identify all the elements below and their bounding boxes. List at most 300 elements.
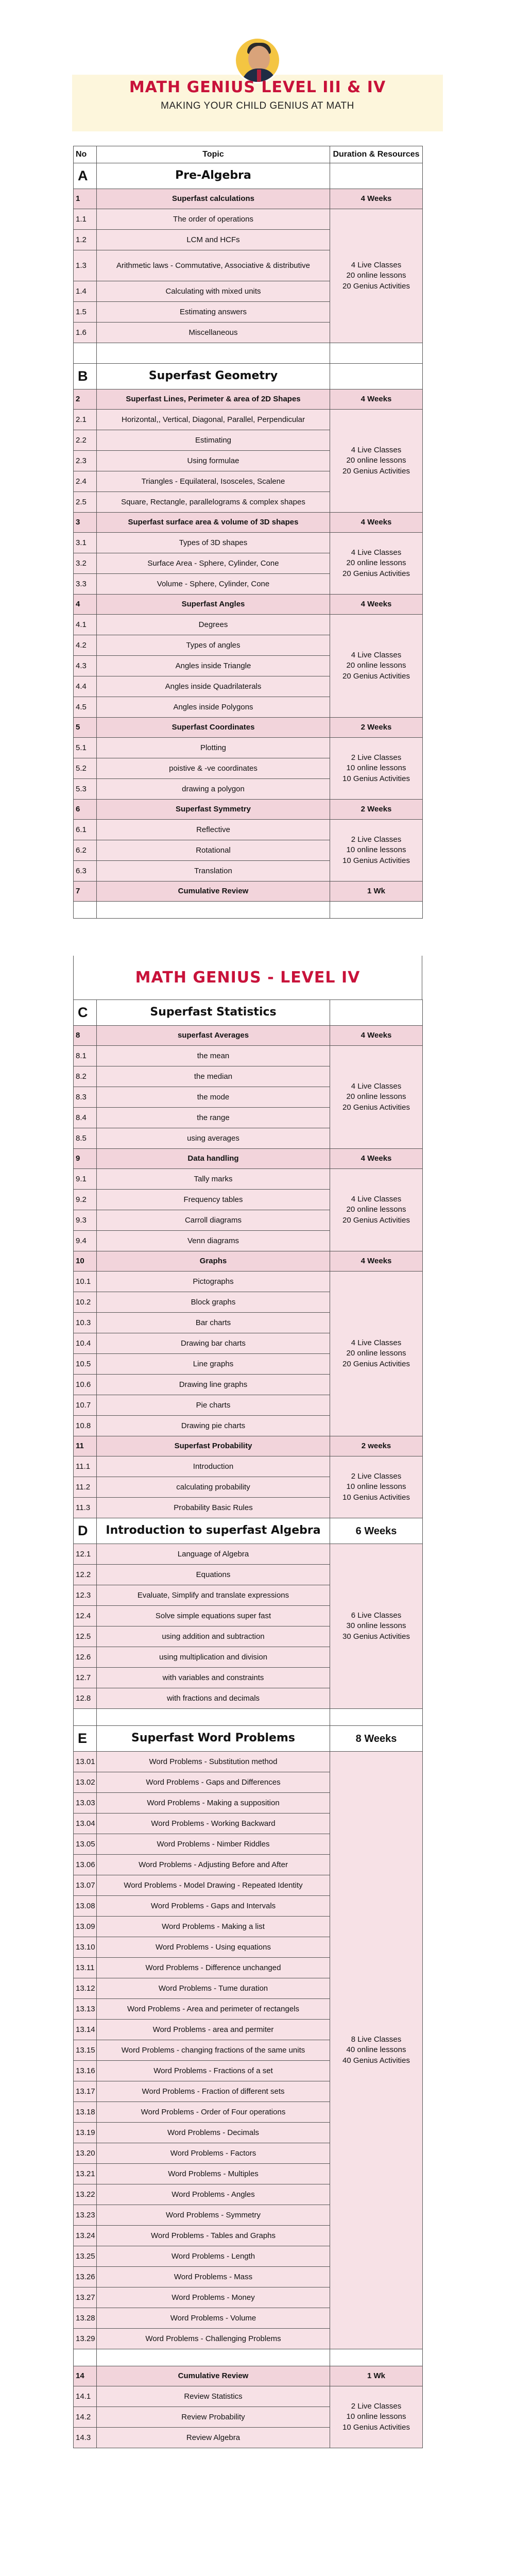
list-item xyxy=(74,615,423,635)
resource-line: 10 online lessons xyxy=(346,845,406,855)
resources-cell xyxy=(330,410,423,513)
item-number: 13.13 xyxy=(74,1999,97,2020)
topic-title: Superfast Angles xyxy=(97,595,330,615)
col-header-duration: Duration & Resources xyxy=(330,146,423,163)
item-number: 6.2 xyxy=(74,840,97,861)
item-topic: Square, Rectangle, parallelograms & complex shapes xyxy=(97,492,330,513)
topic-duration: 4 Weeks xyxy=(330,513,423,533)
item-number: 11.2 xyxy=(74,1477,97,1498)
item-topic: Review Algebra xyxy=(97,2428,330,2448)
section-letter: E xyxy=(74,1726,97,1752)
item-number: 12.8 xyxy=(74,1688,97,1709)
item-topic: Word Problems - Multiples xyxy=(97,2164,330,2184)
item-topic: Review Statistics xyxy=(97,2386,330,2407)
item-number: 13.10 xyxy=(74,1937,97,1958)
resource-line: 4 Live Classes xyxy=(351,1195,402,1204)
resource-line: 10 Genius Activities xyxy=(342,2422,410,2432)
resource-line: 30 Genius Activities xyxy=(342,1632,410,1641)
topic-title: Superfast surface area & volume of 3D shapes xyxy=(97,513,330,533)
item-topic: Word Problems - Money xyxy=(97,2287,330,2308)
item-topic: using addition and subtraction xyxy=(97,1626,330,1647)
item-topic: Word Problems - Tume duration xyxy=(97,1978,330,1999)
item-topic: Equations xyxy=(97,1565,330,1585)
spacer-cell xyxy=(97,902,330,919)
item-topic: calculating probability xyxy=(97,1477,330,1498)
item-number: 4.5 xyxy=(74,697,97,718)
resource-line: 20 online lessons xyxy=(346,1349,406,1358)
item-number: 12.3 xyxy=(74,1585,97,1606)
resource-line: 20 online lessons xyxy=(346,661,406,670)
item-topic: Word Problems - Gaps and Intervals xyxy=(97,1896,330,1917)
item-number: 12.4 xyxy=(74,1606,97,1626)
item-topic: Word Problems - Difference unchanged xyxy=(97,1958,330,1978)
spacer-cell xyxy=(330,2349,423,2366)
item-number: 9.2 xyxy=(74,1190,97,1210)
curriculum-table-level-3 xyxy=(73,146,423,919)
item-topic: Line graphs xyxy=(97,1354,330,1375)
resource-line: 2 Live Classes xyxy=(351,753,402,762)
item-number: 8.4 xyxy=(74,1108,97,1128)
spacer-cell xyxy=(97,1709,330,1726)
resource-line: 2 Live Classes xyxy=(351,1472,402,1481)
resource-line: 10 Genius Activities xyxy=(342,1493,410,1502)
level-4-heading: MATH GENIUS - LEVEL IV xyxy=(73,956,422,999)
section-title: Pre-Algebra xyxy=(97,163,330,189)
item-number: 14.3 xyxy=(74,2428,97,2448)
topic-number: 4 xyxy=(74,595,97,615)
item-number: 13.26 xyxy=(74,2267,97,2287)
item-topic: with fractions and decimals xyxy=(97,1688,330,1709)
resources-cell xyxy=(330,1752,423,2349)
item-number: 11.3 xyxy=(74,1498,97,1518)
item-number: 8.2 xyxy=(74,1066,97,1087)
item-topic: Word Problems - Adjusting Before and After xyxy=(97,1855,330,1875)
page-title: MATH GENIUS LEVEL III & IV xyxy=(129,78,386,96)
table-header-row xyxy=(74,146,423,163)
list-item xyxy=(74,1169,423,1190)
item-topic: Reflective xyxy=(97,820,330,840)
topic-number: 5 xyxy=(74,718,97,738)
item-number: 13.03 xyxy=(74,1793,97,1814)
item-topic: Word Problems - Length xyxy=(97,2246,330,2267)
section-duration xyxy=(330,1000,423,1026)
item-number: 13.04 xyxy=(74,1814,97,1834)
item-topic: Introduction xyxy=(97,1456,330,1477)
item-topic: Arithmetic laws - Commutative, Associative & distributive xyxy=(97,250,330,281)
topic-row xyxy=(74,1026,423,1046)
topic-duration: 2 Weeks xyxy=(330,800,423,820)
list-item xyxy=(74,1272,423,1292)
topic-number: 3 xyxy=(74,513,97,533)
resource-line: 4 Live Classes xyxy=(351,1082,402,1091)
item-number: 3.3 xyxy=(74,574,97,595)
spacer-cell xyxy=(97,2349,330,2366)
item-topic: Translation xyxy=(97,861,330,882)
item-topic: Using formulae xyxy=(97,451,330,471)
topic-duration: 2 weeks xyxy=(330,1436,423,1456)
item-topic: the range xyxy=(97,1108,330,1128)
item-number: 10.4 xyxy=(74,1333,97,1354)
resource-line: 20 Genius Activities xyxy=(342,569,410,578)
topic-number: 10 xyxy=(74,1251,97,1272)
section-letter: B xyxy=(74,364,97,389)
topic-number: 6 xyxy=(74,800,97,820)
spacer-cell xyxy=(74,1709,97,1726)
topic-duration: 4 Weeks xyxy=(330,595,423,615)
item-topic: Calculating with mixed units xyxy=(97,281,330,302)
col-header-no: No xyxy=(74,146,97,163)
item-number: 1.6 xyxy=(74,323,97,343)
item-number: 13.22 xyxy=(74,2184,97,2205)
spacer-row xyxy=(74,343,423,364)
topic-title: Superfast Probability xyxy=(97,1436,330,1456)
item-topic: using multiplication and division xyxy=(97,1647,330,1668)
item-number: 12.1 xyxy=(74,1544,97,1565)
item-topic: Degrees xyxy=(97,615,330,635)
page-tagline: MAKING YOUR CHILD GENIUS AT MATH xyxy=(161,100,354,111)
item-number: 13.20 xyxy=(74,2143,97,2164)
resource-line: 20 Genius Activities xyxy=(342,1103,410,1112)
resource-line: 4 Live Classes xyxy=(351,548,402,557)
item-number: 2.2 xyxy=(74,430,97,451)
resource-line: 4 Live Classes xyxy=(351,651,402,660)
spacer-row xyxy=(74,1709,423,1726)
topic-row xyxy=(74,1149,423,1169)
item-number: 12.2 xyxy=(74,1565,97,1585)
item-number: 13.17 xyxy=(74,2081,97,2102)
resource-line: 2 Live Classes xyxy=(351,835,402,844)
topic-row xyxy=(74,800,423,820)
item-topic: LCM and HCFs xyxy=(97,230,330,250)
item-topic: Miscellaneous xyxy=(97,323,330,343)
item-topic: Word Problems - Mass xyxy=(97,2267,330,2287)
item-topic: Frequency tables xyxy=(97,1190,330,1210)
item-topic: the median xyxy=(97,1066,330,1087)
item-number: 13.05 xyxy=(74,1834,97,1855)
item-number: 11.1 xyxy=(74,1456,97,1477)
section-duration: 8 Weeks xyxy=(330,1726,423,1752)
list-item xyxy=(74,820,423,840)
section-row xyxy=(74,1518,423,1544)
spacer-cell xyxy=(74,343,97,364)
item-topic: Carroll diagrams xyxy=(97,1210,330,1231)
resource-line: 20 online lessons xyxy=(346,456,406,465)
topic-duration: 4 Weeks xyxy=(330,189,423,209)
item-topic: Block graphs xyxy=(97,1292,330,1313)
resources-cell xyxy=(330,1272,423,1436)
item-number: 4.1 xyxy=(74,615,97,635)
item-number: 9.3 xyxy=(74,1210,97,1231)
topic-number: 11 xyxy=(74,1436,97,1456)
item-number: 13.14 xyxy=(74,2020,97,2040)
item-number: 2.5 xyxy=(74,492,97,513)
item-number: 8.1 xyxy=(74,1046,97,1066)
topic-duration: 4 Weeks xyxy=(330,389,423,410)
resources-cell xyxy=(330,1456,423,1518)
item-topic: Word Problems - Using equations xyxy=(97,1937,330,1958)
item-topic: Review Probability xyxy=(97,2407,330,2428)
item-number: 13.15 xyxy=(74,2040,97,2061)
resource-line: 4 Live Classes xyxy=(351,446,402,455)
item-number: 10.3 xyxy=(74,1313,97,1333)
item-topic: Word Problems - Making a list xyxy=(97,1917,330,1937)
topic-row xyxy=(74,882,423,902)
item-number: 13.24 xyxy=(74,2226,97,2246)
section-duration xyxy=(330,364,423,389)
resource-line: 8 Live Classes xyxy=(351,2035,402,2044)
item-topic: Plotting xyxy=(97,738,330,758)
item-number: 10.5 xyxy=(74,1354,97,1375)
item-number: 13.06 xyxy=(74,1855,97,1875)
resources-cell xyxy=(330,533,423,595)
list-item xyxy=(74,2386,423,2407)
resource-line: 10 online lessons xyxy=(346,2412,406,2421)
item-topic: Word Problems - Order of Four operations xyxy=(97,2102,330,2123)
section-duration xyxy=(330,163,423,189)
section-letter: C xyxy=(74,1000,97,1026)
item-topic: Word Problems - Model Drawing - Repeated Identity xyxy=(97,1875,330,1896)
item-number: 14.2 xyxy=(74,2407,97,2428)
topic-row xyxy=(74,189,423,209)
item-number: 4.4 xyxy=(74,676,97,697)
item-number: 10.8 xyxy=(74,1416,97,1436)
item-number: 14.1 xyxy=(74,2386,97,2407)
item-number: 12.5 xyxy=(74,1626,97,1647)
resource-line: 4 Live Classes xyxy=(351,1338,402,1348)
item-topic: Word Problems - Fractions of a set xyxy=(97,2061,330,2081)
item-number: 2.3 xyxy=(74,451,97,471)
resource-line: 20 Genius Activities xyxy=(342,671,410,681)
item-topic: Word Problems - Challenging Problems xyxy=(97,2329,330,2349)
item-topic: Probability Basic Rules xyxy=(97,1498,330,1518)
item-topic: Triangles - Equilateral, Isosceles, Scalene xyxy=(97,471,330,492)
item-number: 6.1 xyxy=(74,820,97,840)
item-number: 10.1 xyxy=(74,1272,97,1292)
item-topic: Horizontal,, Vertical, Diagonal, Parallel, Perpendicular xyxy=(97,410,330,430)
item-topic: Types of 3D shapes xyxy=(97,533,330,553)
item-number: 6.3 xyxy=(74,861,97,882)
topic-title: Superfast Lines, Perimeter & area of 2D Shapes xyxy=(97,389,330,410)
section-row xyxy=(74,1000,423,1026)
spacer-row xyxy=(74,902,423,919)
item-number: 12.6 xyxy=(74,1647,97,1668)
item-topic: Word Problems - Angles xyxy=(97,2184,330,2205)
topic-title: Cumulative Review xyxy=(97,2366,330,2386)
topic-title: Data handling xyxy=(97,1149,330,1169)
item-topic: Surface Area - Sphere, Cylinder, Cone xyxy=(97,553,330,574)
resource-line: 20 Genius Activities xyxy=(342,1359,410,1368)
resource-line: 10 online lessons xyxy=(346,1482,406,1492)
item-topic: Drawing pie charts xyxy=(97,1416,330,1436)
topic-duration: 1 Wk xyxy=(330,882,423,902)
section-row xyxy=(74,163,423,189)
curriculum-table-level-4 xyxy=(73,999,423,2448)
item-number: 10.7 xyxy=(74,1395,97,1416)
resources-cell xyxy=(330,615,423,718)
section-duration: 6 Weeks xyxy=(330,1518,423,1544)
item-topic: Angles inside Triangle xyxy=(97,656,330,676)
spacer-cell xyxy=(74,2349,97,2366)
section-title: Superfast Statistics xyxy=(97,1000,330,1026)
item-topic: Drawing bar charts xyxy=(97,1333,330,1354)
item-number: 5.2 xyxy=(74,758,97,779)
item-topic: Estimating answers xyxy=(97,302,330,323)
item-number: 4.3 xyxy=(74,656,97,676)
item-topic: Word Problems - Area and perimeter of rectangels xyxy=(97,1999,330,2020)
item-topic: Word Problems - changing fractions of the same units xyxy=(97,2040,330,2061)
item-number: 1.1 xyxy=(74,209,97,230)
item-number: 13.23 xyxy=(74,2205,97,2226)
list-item xyxy=(74,1046,423,1066)
item-number: 12.7 xyxy=(74,1668,97,1688)
list-item xyxy=(74,209,423,230)
resources-cell xyxy=(330,1169,423,1251)
resource-line: 2 Live Classes xyxy=(351,2402,402,2411)
section-title: Introduction to superfast Algebra xyxy=(97,1518,330,1544)
item-number: 13.07 xyxy=(74,1875,97,1896)
item-topic: Bar charts xyxy=(97,1313,330,1333)
item-number: 10.2 xyxy=(74,1292,97,1313)
resources-cell xyxy=(330,1544,423,1709)
resource-line: 40 online lessons xyxy=(346,2045,406,2055)
item-number: 13.28 xyxy=(74,2308,97,2329)
resource-line: 20 online lessons xyxy=(346,558,406,568)
item-topic: with variables and constraints xyxy=(97,1668,330,1688)
item-topic: Venn diagrams xyxy=(97,1231,330,1251)
resource-line: 20 online lessons xyxy=(346,1092,406,1101)
item-topic: Word Problems - Working Backward xyxy=(97,1814,330,1834)
item-topic: using averages xyxy=(97,1128,330,1149)
list-item xyxy=(74,1544,423,1565)
item-topic: Solve simple equations super fast xyxy=(97,1606,330,1626)
item-number: 2.1 xyxy=(74,410,97,430)
item-number: 2.4 xyxy=(74,471,97,492)
item-topic: Word Problems - Decimals xyxy=(97,2123,330,2143)
item-topic: Evaluate, Simplify and translate expressions xyxy=(97,1585,330,1606)
item-topic: Types of angles xyxy=(97,635,330,656)
item-number: 13.09 xyxy=(74,1917,97,1937)
item-number: 10.6 xyxy=(74,1375,97,1395)
item-topic: Word Problems - Symmetry xyxy=(97,2205,330,2226)
item-number: 8.3 xyxy=(74,1087,97,1108)
item-topic: Volume - Sphere, Cylinder, Cone xyxy=(97,574,330,595)
item-topic: Angles inside Quadrilaterals xyxy=(97,676,330,697)
topic-title: Superfast Coordinates xyxy=(97,718,330,738)
item-topic: Word Problems - Gaps and Differences xyxy=(97,1772,330,1793)
topic-title: Graphs xyxy=(97,1251,330,1272)
item-number: 13.08 xyxy=(74,1896,97,1917)
item-number: 5.1 xyxy=(74,738,97,758)
item-number: 3.2 xyxy=(74,553,97,574)
item-number: 13.11 xyxy=(74,1958,97,1978)
item-topic: the mean xyxy=(97,1046,330,1066)
instructor-avatar xyxy=(234,37,281,83)
resource-line: 20 Genius Activities xyxy=(342,281,410,291)
item-number: 13.02 xyxy=(74,1772,97,1793)
item-topic: Word Problems - Volume xyxy=(97,2308,330,2329)
topic-row xyxy=(74,1251,423,1272)
col-header-topic: Topic xyxy=(97,146,330,163)
item-number: 13.27 xyxy=(74,2287,97,2308)
item-number: 3.1 xyxy=(74,533,97,553)
item-number: 9.1 xyxy=(74,1169,97,1190)
list-item xyxy=(74,533,423,553)
item-topic: Word Problems - Factors xyxy=(97,2143,330,2164)
item-topic: Pictographs xyxy=(97,1272,330,1292)
item-topic: Language of Algebra xyxy=(97,1544,330,1565)
item-number: 13.21 xyxy=(74,2164,97,2184)
item-topic: Angles inside Polygons xyxy=(97,697,330,718)
section-row xyxy=(74,1726,423,1752)
topic-number: 7 xyxy=(74,882,97,902)
topic-row xyxy=(74,1436,423,1456)
spacer-cell xyxy=(330,343,423,364)
item-number: 1.2 xyxy=(74,230,97,250)
resource-line: 20 online lessons xyxy=(346,271,406,280)
section-letter: D xyxy=(74,1518,97,1544)
resource-line: 4 Live Classes xyxy=(351,261,402,270)
item-number: 1.3 xyxy=(74,250,97,281)
list-item xyxy=(74,738,423,758)
resource-line: 20 Genius Activities xyxy=(342,466,410,476)
item-topic: Word Problems - Nimber Riddles xyxy=(97,1834,330,1855)
resource-line: 10 online lessons xyxy=(346,764,406,773)
topic-row xyxy=(74,513,423,533)
topic-row xyxy=(74,2366,423,2386)
item-number: 13.16 xyxy=(74,2061,97,2081)
item-topic: the mode xyxy=(97,1087,330,1108)
section-title: Superfast Geometry xyxy=(97,364,330,389)
item-number: 13.19 xyxy=(74,2123,97,2143)
resources-cell xyxy=(330,1046,423,1149)
resources-cell xyxy=(330,738,423,800)
resource-line: 30 online lessons xyxy=(346,1621,406,1631)
list-item xyxy=(74,1456,423,1477)
item-number: 13.01 xyxy=(74,1752,97,1772)
topic-number: 14 xyxy=(74,2366,97,2386)
item-topic: Tally marks xyxy=(97,1169,330,1190)
item-number: 13.12 xyxy=(74,1978,97,1999)
item-topic: Word Problems - Making a supposition xyxy=(97,1793,330,1814)
topic-duration: 2 Weeks xyxy=(330,718,423,738)
item-number: 4.2 xyxy=(74,635,97,656)
item-topic: Word Problems - area and permiter xyxy=(97,2020,330,2040)
spacer-cell xyxy=(97,343,330,364)
item-topic: Rotational xyxy=(97,840,330,861)
resource-line: 20 Genius Activities xyxy=(342,1215,410,1225)
topic-duration: 4 Weeks xyxy=(330,1251,423,1272)
item-number: 1.5 xyxy=(74,302,97,323)
item-topic: drawing a polygon xyxy=(97,779,330,800)
item-topic: Estimating xyxy=(97,430,330,451)
topic-duration: 4 Weeks xyxy=(330,1149,423,1169)
resource-line: 10 Genius Activities xyxy=(342,774,410,783)
item-number: 5.3 xyxy=(74,779,97,800)
item-number: 13.18 xyxy=(74,2102,97,2123)
item-number: 1.4 xyxy=(74,281,97,302)
resources-cell xyxy=(330,209,423,343)
topic-number: 8 xyxy=(74,1026,97,1046)
item-topic: Word Problems - Tables and Graphs xyxy=(97,2226,330,2246)
resource-line: 10 Genius Activities xyxy=(342,856,410,865)
topic-duration: 4 Weeks xyxy=(330,1026,423,1046)
resource-line: 6 Live Classes xyxy=(351,1611,402,1620)
topic-title: Cumulative Review xyxy=(97,882,330,902)
resources-cell xyxy=(330,820,423,882)
section-letter: A xyxy=(74,163,97,189)
item-topic: Word Problems - Substitution method xyxy=(97,1752,330,1772)
spacer-cell xyxy=(330,902,423,919)
